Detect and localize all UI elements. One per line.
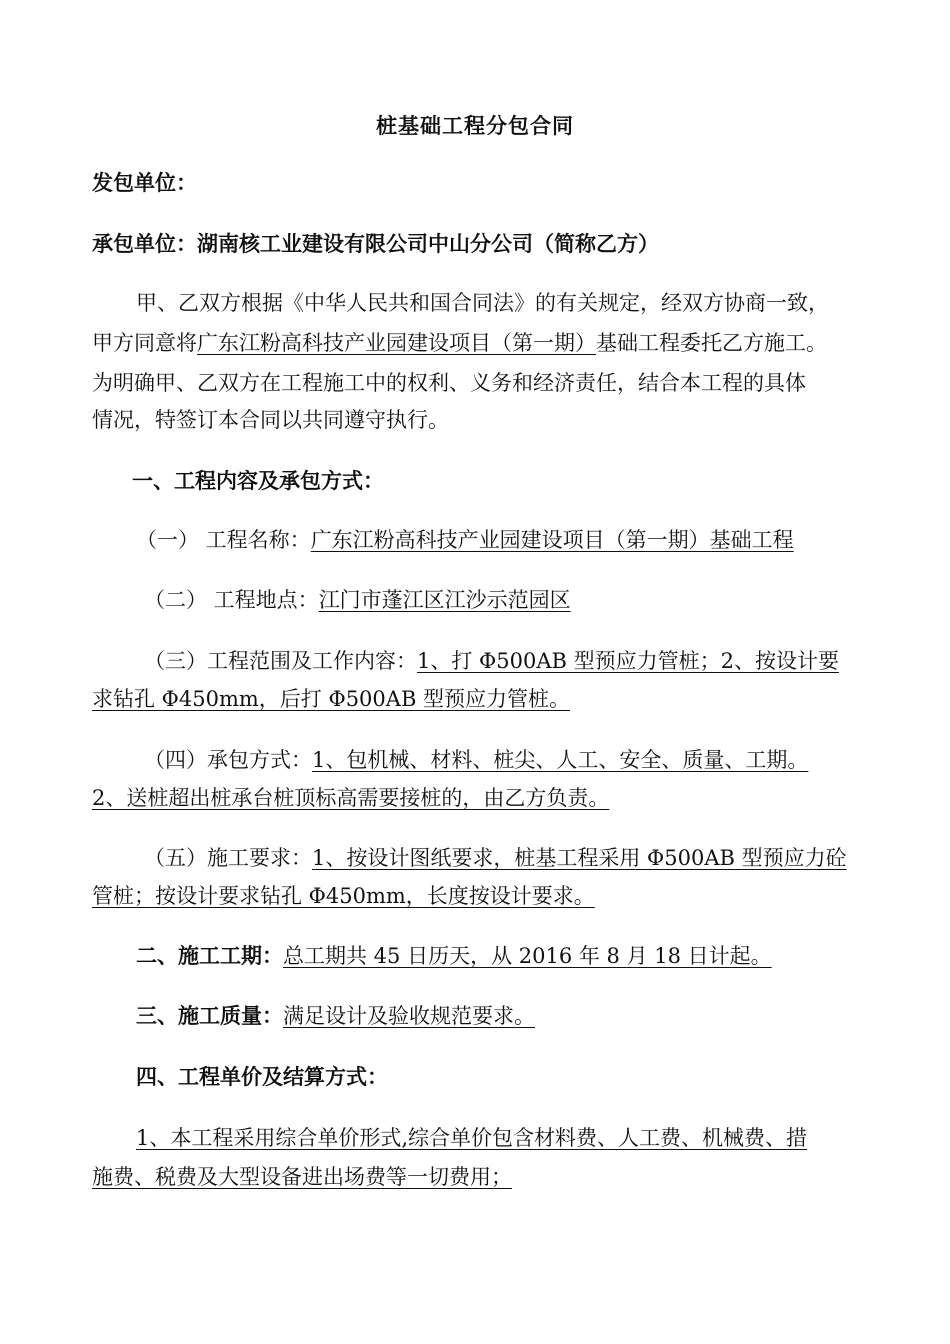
section1-item3-line2	[92, 684, 872, 714]
intro-line-2-pre: 甲方同意将	[92, 331, 197, 355]
item5-label: （五）施工要求：	[144, 846, 312, 870]
item3-value-1: 1、打 Φ500AB 型预应力管桩；2、按设计要	[417, 649, 839, 673]
section4-item1-line2	[92, 1162, 872, 1192]
section1-item5-line1	[144, 843, 924, 873]
contractor-label: 承包单位：	[92, 231, 197, 256]
item3-value-2: 求钻孔 Φ450mm，后打 Φ500AB 型预应力管桩。	[92, 687, 571, 711]
section4-heading: 四、工程单价及结算方式：	[136, 1064, 388, 1089]
section1-item1	[136, 525, 916, 555]
section4-item1-line1	[136, 1123, 916, 1153]
section1-item4-line1	[144, 745, 924, 775]
project-name: 广东江粉高科技产业园建设项目（第一期）	[197, 331, 596, 355]
intro-line-4: 情况，特签订本合同以共同遵守执行。	[92, 408, 449, 432]
item4-value-1: 1、包机械、材料、桩尖、人工、安全、质量、工期。	[312, 748, 809, 772]
item4-label: （四）承包方式：	[144, 748, 312, 772]
section3-value: 满足设计及验收规范要求。	[283, 1004, 535, 1028]
intro-line-3: 为明确甲、乙双方在工程施工中的权利、义务和经济责任，结合本工程的具体	[92, 371, 806, 395]
section1-item5-line2	[92, 881, 872, 911]
section4-item1-value-1: 1、本工程采用综合单价形式,综合单价包含材料费、人工费、机械费、措	[136, 1126, 808, 1150]
section1-heading: 一、工程内容及承包方式：	[132, 468, 384, 493]
item5-value-1: 1、按设计图纸要求，桩基工程采用 Φ500AB 型预应力砼	[312, 846, 847, 870]
document-title: 桩基础工程分包合同	[376, 113, 574, 138]
contractor-line	[92, 229, 872, 259]
item1-value: 广东江粉高科技产业园建设项目（第一期）基础工程	[310, 528, 794, 552]
employer-label: 发包单位：	[92, 170, 197, 195]
section2-line	[136, 941, 916, 971]
section2-value: 总工期共 45 日历天，从 2016 年 8 月 18 日计起。	[283, 944, 772, 968]
contractor-name: 湖南核工业建设有限公司中山分公司（简称乙方）	[197, 231, 659, 256]
item1-label: （一） 工程名称：	[136, 528, 311, 552]
item4-value-2: 2、送桩超出桩承台桩顶标高需要接桩的，由乙方负责。	[92, 786, 610, 810]
employer-line	[92, 168, 872, 198]
item2-value: 江门市蓬江区江沙示范园区	[318, 588, 571, 612]
section1-item4-line2	[92, 783, 872, 813]
intro-line-2	[92, 328, 872, 358]
section2-heading: 二、施工工期：	[136, 943, 283, 968]
section3-line	[136, 1001, 916, 1031]
item3-label: （三）工程范围及工作内容：	[144, 649, 417, 673]
intro-line-1: 甲、乙双方根据《中华人民共和国合同法》的有关规定，经双方协商一致，	[136, 291, 829, 315]
section3-heading: 三、施工质量：	[136, 1003, 283, 1028]
section4-item1-value-2: 施费、税费及大型设备进出场费等一切费用；	[92, 1165, 512, 1189]
item5-value-2: 管桩；按设计要求钻孔 Φ450mm，长度按设计要求。	[92, 884, 595, 908]
intro-line-2-post: 基础工程委托乙方施工。	[596, 331, 827, 355]
section1-item3-line1	[144, 646, 924, 676]
item2-label: （二） 工程地点：	[144, 588, 319, 612]
section1-item2	[144, 585, 924, 615]
